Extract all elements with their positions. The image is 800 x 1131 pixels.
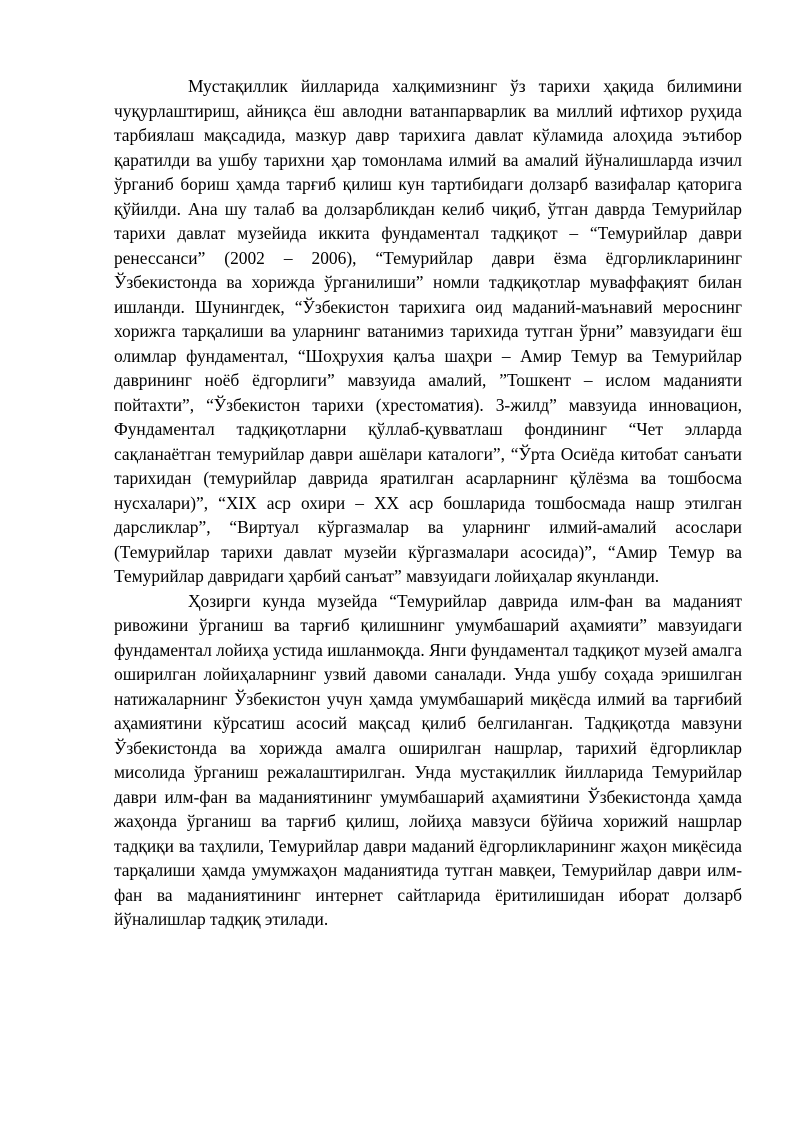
paragraph-2: Ҳозирги кунда музейда “Темурийлар даврида илм-фан ва маданият ривожини ўрганиш ва тарғиб қилишнинг умумбашарий аҳамияти” мавзуидаги фундаментал лойиҳа устида ишланмоқда. Янги фундаментал тадқиқот музей амалга оширилган лойиҳаларнинг узвий давоми саналади. Унда ушбу соҳада эришилган натижаларнинг Ўзбекистон учун ҳамда умумбашарий миқёсда илмий ва тарғибий аҳамиятини кўрсатиш асосий мақсад қилиб белгиланган. Тадқиқотда мавзуни Ўзбекистонда ва хорижда амалга оширилган нашрлар, тарихий ёдгорликлар мисолида ўрганиш режалаштирилган. Унда мустақиллик йилларида Темурийлар даври илм-фан ва маданиятининг умумбашарий аҳамиятини Ўзбекистонда ҳамда жаҳонда ўрганиш ва тарғиб қилиш, лойиҳа мавзуси бўйича хорижий нашрлар тадқиқи ва таҳлили, Темурийлар даври маданий ёдгорликларининг жаҳон миқёсида тарқалиши ҳамда умумжаҳон маданиятида тутган мавқеи, Темурийлар даври илм-фан ва маданиятининг интернет сайтларида ёритилишидан иборат долзарб йўналишлар тадқиқ этилади. xyxy=(114,590,742,929)
paragraph-1: Мустақиллик йилларида халқимизнинг ўз тарихи ҳақида билимини чуқурлаштириш, айниқса ёш авлодни ватанпарварлик ва миллий ифтихор руҳида тарбиялаш мақсадида, мазкур давр тарихига давлат кўламида алоҳида эътибор қаратилди ва ушбу тарихни ҳар томонлама илмий ва амалий йўналишларда изчил ўрганиб бориш ҳамда тарғиб қилиш кун тартибидаги долзарб вазифалар қаторига қўйилди. Ана шу талаб ва долзарбликдан келиб чиқиб, ўтган даврда Темурийлар тарихи давлат музейида иккита фундаментал тадқиқот – “Темурийлар даври ренессанси” (2002 – 2006), “Темурийлар даври ёзма ёдгорликларининг Ўзбекистонда ва хорижда ўрганилиши” номли тадқиқотлар муваффақият билан ишланди. Шунингдек, “Ўзбекистон тарихига оид маданий-маънавий мероснинг хорижга тарқалиши ва уларнинг ватанимиз тарихида тутган ўрни” мавзуидаги ёш олимлар фундаментал, “Шоҳрухия қалъа шаҳри – Амир Темур ва Темурийлар даврининг ноёб ёдгорлиги” мавзуида амалий, ”Тошкент – ислом маданияти пойтахти”, “Ўзбекистон тарихи (хрестоматия). 3-жилд” мавзуида инновацион, Фундаментал тадқиқотларни қўллаб-қувватлаш фондининг “Чет элларда сақланаётган темурийлар даври ашёлари каталоги”, “Ўрта Осиёда китобат санъати тарихидан (темурийлар даврида яратилган асарларнинг қўлёзма ва тошбосма нусхалари)”, “XIX аср охири – XX аср бошларида тошбосмада нашр этилган дарсликлар”, “Виртуал кўргазмалар ва уларнинг илмий-амалий асослари (Темурийлар тарихи давлат музейи кўргазмалари асосида)”, “Амир Темур ва Темурийлар давридаги ҳарбий санъат” мавзуидаги лойиҳалар якунланди. xyxy=(114,76,742,586)
document-page xyxy=(114,74,742,932)
